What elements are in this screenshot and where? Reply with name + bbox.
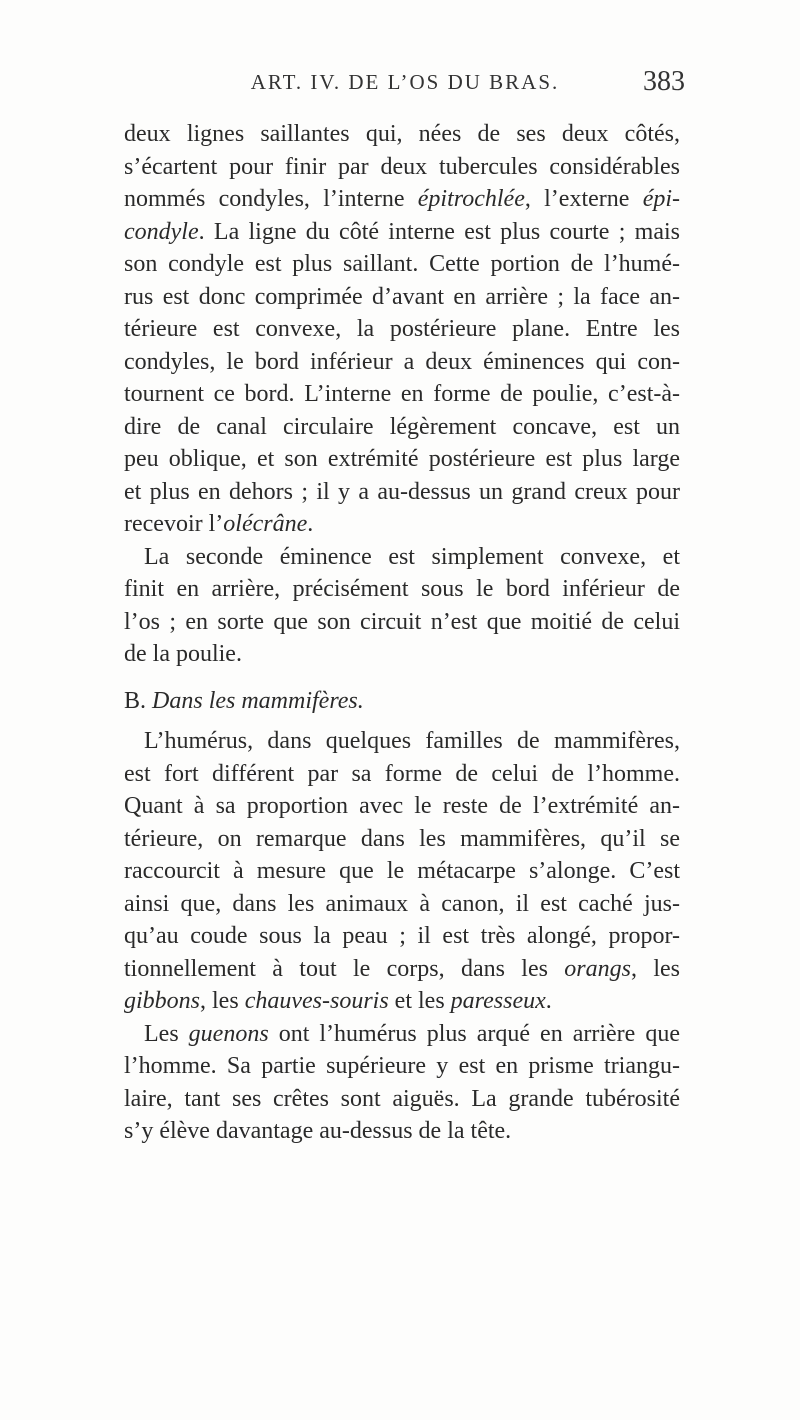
text-line: gibbons, les chauves-souris et les paresseux. [124, 988, 552, 1014]
text-line: rus est donc comprimée d’avant en arrière ; la face an- [124, 283, 680, 310]
text-line: L’humérus, dans quelques familles de mammifères, [144, 728, 680, 754]
text-line: peu oblique, et son extrémité postérieure est plus large [124, 446, 680, 472]
text-line: deux lignes saillantes qui, nées de ses deux côtés, [124, 121, 680, 147]
text-line: tournent ce bord. L’interne en forme de poulie, c’est-à- [124, 381, 680, 407]
italic-term: condyle [124, 218, 199, 245]
text-line: térieure, on remarque dans les mammifères, qu’il se [124, 825, 680, 852]
section-letter: B. [124, 687, 147, 714]
text-line: s’y élève davantage au-dessus de la tête. [124, 1118, 512, 1144]
italic-term: olécrâne [223, 511, 308, 537]
text-line: condyles, le bord inférieur a deux éminences qui con- [124, 348, 680, 375]
italic-term: épi- [642, 186, 680, 212]
text-line: recevoir l’olécrâne. [124, 511, 314, 537]
text-line: ainsi que, dans les animaux à canon, il est caché jus- [124, 890, 680, 917]
text-line: et plus en dehors ; il y a au-dessus un grand creux pour [124, 478, 680, 505]
text-line: raccourcit à mesure que le métacarpe s’alonge. C’est [124, 858, 680, 884]
paragraph-2 [124, 541, 680, 671]
section-heading [124, 685, 680, 718]
section-title: Dans les mammifères. [152, 687, 364, 714]
text-line: l’homme. Sa partie supérieure y est en prisme triangu- [124, 1053, 680, 1079]
text-line: nommés condyles, l’interne épitrochlée, l’externe épi- [124, 186, 680, 212]
page-header [170, 66, 685, 110]
body-text [124, 118, 680, 1148]
text-line: l’os ; en sorte que son circuit n’est que moitié de celui [124, 608, 680, 635]
paragraph-3 [124, 725, 680, 1018]
text-line: qu’au coude sous la peau ; il est très alongé, propor- [124, 923, 680, 949]
running-head: ART. IV. DE L’OS DU BRAS. [250, 70, 560, 94]
italic-term: guenons [188, 1020, 269, 1047]
text-line: Les guenons ont l’humérus plus arqué en arrière que [144, 1020, 680, 1047]
text-line: est fort différent par sa forme de celui de l’homme. [124, 760, 680, 787]
text-line: finit en arrière, précisément sous le bord inférieur de [124, 576, 680, 602]
text-line: son condyle est plus saillant. Cette portion de l’humé- [124, 251, 680, 277]
italic-term: épitrochlée [417, 186, 525, 212]
italic-term: orangs [564, 955, 631, 982]
italic-term: chauves-souris [244, 988, 389, 1014]
text-line: tionnellement à tout le corps, dans les orangs, les [124, 955, 680, 982]
italic-term: paresseux [450, 988, 546, 1014]
text-line: condyle. La ligne du côté interne est plus courte ; mais [124, 218, 680, 245]
text-line: s’écartent pour finir par deux tubercules considérables [124, 153, 680, 180]
text-line: de la poulie. [124, 641, 242, 667]
paragraph-4 [124, 1018, 680, 1148]
text-line: La seconde éminence est simplement convexe, et [144, 543, 680, 570]
text-line: laire, tant ses crêtes sont aiguës. La grande tubérosité [124, 1085, 680, 1112]
text-line: Quant à sa proportion avec le reste de l’extrémité an- [124, 793, 680, 819]
paragraph-1 [124, 118, 680, 541]
text-line: térieure est convexe, la postérieure plane. Entre les [124, 316, 680, 342]
italic-term: gibbons [124, 988, 201, 1014]
page-number: 383 [643, 66, 685, 97]
text-line: dire de canal circulaire légèrement concave, est un [124, 413, 680, 440]
